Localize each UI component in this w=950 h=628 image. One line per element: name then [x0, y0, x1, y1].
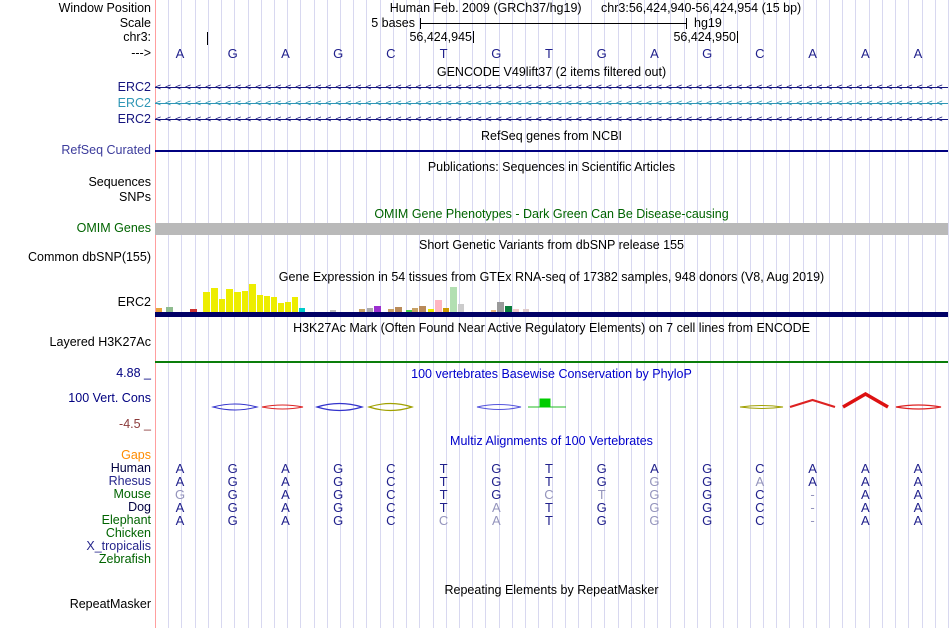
aligned-base-letter: A: [650, 461, 659, 476]
base-letter: A: [281, 46, 290, 61]
base-letter: A: [860, 46, 870, 61]
track-label-sequences[interactable]: Sequences: [88, 175, 151, 189]
aligned-base-letter: G: [227, 487, 238, 502]
aligned-base-letter: G: [596, 474, 607, 489]
gtex-tissue-bar: [219, 299, 225, 312]
gtex-tissue-bar: [278, 303, 284, 312]
h3k27ac-signal-line[interactable]: [155, 361, 948, 363]
gtex-tissue-bar: [497, 302, 504, 312]
track-label-repeatmasker[interactable]: RepeatMasker: [69, 597, 151, 611]
conservation-shape: [262, 405, 303, 409]
aligned-base-letter: C: [386, 513, 396, 528]
aligned-base-letter: G: [702, 513, 713, 528]
assembly-position-header: [155, 2, 948, 15]
track-title-multiz: Multiz Alignments of 100 Vertebrates: [450, 434, 653, 448]
aligned-base-letter: G: [227, 500, 238, 515]
conservation-shape: [740, 406, 783, 409]
track-label-layered-h3k27ac[interactable]: Layered H3K27Ac: [49, 335, 151, 349]
aligned-base-letter: G: [227, 474, 238, 489]
base-letter: G: [596, 46, 607, 61]
aligned-base-letter: G: [702, 474, 713, 489]
conservation-max-value: 4.88 _: [116, 366, 151, 380]
row-label-scale: Scale: [119, 16, 151, 30]
gtex-tissue-bar: [435, 300, 442, 312]
gtex-tissue-bar: [257, 295, 263, 312]
aligned-base-letter: A: [755, 474, 765, 489]
aligned-base-letter: T: [439, 461, 448, 476]
gtex-tissue-bar: [450, 287, 457, 312]
base-letter: G: [702, 46, 713, 61]
track-title-dbsnp: Short Genetic Variants from dbSNP release 155: [419, 238, 684, 252]
aligned-base-letter: C: [438, 513, 449, 528]
base-letter: G: [227, 46, 238, 61]
aligned-base-letter: A: [913, 513, 923, 528]
aligned-base-letter: C: [386, 500, 396, 515]
tick-mark: [473, 31, 474, 43]
base-letter: G: [491, 46, 502, 61]
aligned-base-letter: G: [649, 487, 660, 502]
conservation-wiggle-plot[interactable]: [155, 380, 948, 435]
gridline: [948, 0, 949, 628]
coordinate-tick-1: [354, 31, 474, 44]
conservation-shape: [790, 400, 835, 407]
transcript-erc2-1[interactable]: <<<<<<<<<<<<<<<<<<<<<<<<<<<<<<<<<<<<<<<<<<<<<<<<<<<<<<<<<<<<<<<<<<<<<<<<<<<<<<<: [155, 82, 947, 93]
track-title-conservation: 100 vertebrates Basewise Conservation by PhyloP: [411, 367, 692, 381]
row-label-chrom: chr3:: [123, 30, 151, 44]
aligned-base-letter: G: [333, 513, 344, 528]
aligned-base-letter: G: [702, 487, 713, 502]
aligned-base-letter: A: [913, 500, 923, 515]
refseq-curated-gene-line[interactable]: [155, 150, 948, 152]
species-label-zebrafish[interactable]: Zebrafish: [98, 552, 151, 566]
base-letter: A: [808, 46, 817, 61]
scale-ruler: [420, 18, 687, 29]
aligned-base-letter: G: [596, 500, 607, 515]
base-letter: A: [650, 46, 659, 61]
track-label-100-vert-cons[interactable]: 100 Vert. Cons: [68, 391, 151, 405]
aligned-base-letter: G: [333, 500, 344, 515]
aligned-base-letter: C: [755, 513, 765, 528]
coordinate-value: 56,424,950: [673, 30, 736, 44]
tick-mark: [737, 31, 738, 43]
conservation-shape: [540, 399, 550, 407]
gtex-tissue-bar: [271, 297, 277, 312]
aligned-base-letter: G: [333, 474, 344, 489]
aligned-base-letter: G: [596, 461, 607, 476]
track-label-snps[interactable]: SNPs: [119, 190, 151, 204]
base-letter: T: [545, 46, 553, 61]
track-title-gtex: Gene Expression in 54 tissues from GTEx RNA-seq of 17382 samples, 948 donors (V8, Aug 2019): [278, 270, 825, 284]
transcript-erc2-3[interactable]: <<<<<<<<<<<<<<<<<<<<<<<<<<<<<<<<<<<<<<<<<<<<<<<<<<<<<<<<<<<<<<<<<<<<<<<<<<<<<<<: [155, 114, 947, 125]
gtex-tissue-bar: [211, 288, 218, 312]
minor-coordinate-tick: [207, 32, 208, 45]
aligned-base-letter: -: [810, 513, 815, 528]
track-label-gtex-erc2[interactable]: ERC2: [117, 295, 151, 309]
base-letter: C: [386, 46, 396, 61]
conservation-shape: [896, 405, 941, 409]
aligned-base-letter: C: [755, 461, 765, 476]
aligned-base-letter: T: [597, 487, 606, 502]
conservation-shape: [213, 404, 257, 410]
gtex-tissue-bar: [249, 284, 256, 312]
aligned-base-letter: G: [491, 461, 502, 476]
aligned-base-letter: A: [175, 513, 185, 528]
species-label-elephant[interactable]: Elephant: [101, 513, 151, 527]
aligned-base-letter: G: [702, 500, 713, 515]
gtex-tissue-bar: [226, 289, 233, 312]
row-label-strand: --->: [131, 46, 151, 60]
species-label-gaps[interactable]: Gaps: [121, 448, 151, 462]
aligned-base-letter: C: [755, 500, 765, 515]
aligned-base-letter: A: [860, 500, 870, 515]
species-label-dog[interactable]: Dog: [128, 500, 151, 514]
aligned-base-letter: G: [174, 487, 186, 502]
assembly-name: Human Feb. 2009 (GRCh37/hg19): [389, 1, 582, 15]
gtex-tissue-bar: [203, 292, 210, 312]
aligned-base-letter: G: [596, 513, 607, 528]
aligned-base-letter: G: [649, 500, 660, 515]
species-label-mouse[interactable]: Mouse: [113, 487, 151, 501]
aligned-base-letter: G: [333, 461, 344, 476]
conservation-min-value: -4.5 _: [119, 417, 151, 431]
aligned-base-letter: A: [808, 461, 817, 476]
aligned-base-letter: C: [386, 474, 396, 489]
aligned-base-letter: A: [175, 474, 185, 489]
aligned-base-letter: A: [175, 500, 185, 515]
position-range: chr3:56,424,940-56,424,954 (15 bp): [601, 1, 802, 15]
gtex-tissue-bar: [242, 291, 248, 312]
aligned-base-letter: C: [386, 461, 396, 476]
aligned-base-letter: G: [649, 513, 660, 528]
aligned-base-letter: A: [281, 500, 290, 515]
track-label-common-dbsnp[interactable]: Common dbSNP(155): [28, 250, 151, 264]
coordinate-value: 56,424,945: [409, 30, 472, 44]
aligned-base-letter: G: [227, 513, 238, 528]
aligned-base-letter: G: [649, 474, 660, 489]
aligned-base-letter: A: [913, 461, 923, 476]
aligned-base-letter: A: [281, 461, 290, 476]
transcript-erc2-2[interactable]: <<<<<<<<<<<<<<<<<<<<<<<<<<<<<<<<<<<<<<<<<<<<<<<<<<<<<<<<<<<<<<<<<<<<<<<<<<<<<<<: [155, 98, 947, 109]
aligned-base-letter: -: [810, 487, 815, 502]
aligned-base-letter: C: [386, 487, 396, 502]
gtex-tissue-bar: [285, 302, 291, 312]
track-title-publications: Publications: Sequences in Scientific Articles: [427, 160, 676, 174]
base-letter: A: [913, 46, 923, 61]
aligned-base-letter: T: [545, 461, 553, 476]
aligned-base-letter: A: [860, 487, 870, 502]
aligned-base-letter: A: [281, 474, 290, 489]
aligned-base-letter: A: [175, 461, 185, 476]
scale-ruler-line: [421, 23, 686, 24]
track-title-repeatmasker: Repeating Elements by RepeatMasker: [444, 583, 659, 597]
species-label-rhesus[interactable]: Rhesus: [108, 474, 151, 488]
aligned-base-letter: A: [491, 500, 501, 515]
aligned-base-letter: A: [860, 461, 870, 476]
aligned-base-letter: C: [544, 487, 554, 502]
aligned-base-letter: T: [439, 474, 448, 489]
gtex-tissue-bar: [458, 304, 464, 312]
aligned-base-letter: G: [333, 487, 344, 502]
species-label-human[interactable]: Human: [110, 461, 151, 475]
track-title-omim: OMIM Gene Phenotypes - Dark Green Can Be Disease-causing: [374, 207, 729, 221]
species-label-x_tropicalis[interactable]: X_tropicalis: [86, 539, 151, 553]
aligned-base-letter: A: [808, 474, 817, 489]
aligned-base-letter: A: [913, 474, 923, 489]
aligned-base-letter: G: [491, 487, 502, 502]
aligned-base-letter: T: [439, 487, 448, 502]
aligned-base-letter: C: [755, 487, 765, 502]
track-label-gencode-erc2-3[interactable]: ERC2: [117, 112, 151, 126]
aligned-base-letter: A: [913, 487, 923, 502]
coordinate-tick-2: [618, 31, 738, 44]
aligned-base-letter: G: [227, 461, 238, 476]
conservation-shape: [317, 404, 362, 411]
aligned-base-letter: -: [810, 500, 815, 515]
track-title-h3k27ac: H3K27Ac Mark (Often Found Near Active Regulatory Elements) on 7 cell lines from ENCODE: [293, 321, 810, 335]
aligned-base-letter: T: [545, 500, 553, 515]
gtex-tissue-bar: [292, 297, 298, 312]
track-label-refseq-curated[interactable]: RefSeq Curated: [61, 143, 151, 157]
aligned-base-letter: T: [545, 474, 553, 489]
aligned-base-letter: A: [860, 513, 870, 528]
conservation-shape: [843, 394, 888, 407]
aligned-base-letter: A: [281, 513, 290, 528]
aligned-base-letter: A: [281, 487, 290, 502]
gtex-tissue-bar: [264, 296, 270, 312]
track-title-refseq: RefSeq genes from NCBI: [480, 129, 623, 143]
aligned-base-letter: T: [545, 513, 553, 528]
track-title-gencode: GENCODE V49lift37 (2 items filtered out): [436, 65, 667, 79]
gtex-gene-model-bar[interactable]: [155, 312, 948, 317]
aligned-base-letter: A: [860, 474, 870, 489]
row-label-window-position: Window Position: [58, 1, 151, 15]
aligned-base-letter: G: [702, 461, 713, 476]
scale-value: 5 bases: [371, 16, 415, 30]
species-label-chicken[interactable]: Chicken: [105, 526, 151, 540]
conservation-shape: [369, 404, 412, 411]
base-letter: T: [439, 46, 448, 61]
base-letter: C: [755, 46, 765, 61]
genome-build-label: hg19: [694, 16, 722, 30]
track-label-omim-genes[interactable]: OMIM Genes: [76, 221, 151, 235]
gtex-tissue-bar: [234, 292, 241, 312]
track-label-gencode-erc2-2[interactable]: ERC2: [117, 96, 151, 110]
base-letter: G: [333, 46, 344, 61]
aligned-base-letter: A: [491, 513, 501, 528]
conservation-shape: [477, 405, 521, 410]
omim-gene-bar[interactable]: [155, 223, 948, 235]
base-letter: A: [175, 46, 185, 61]
aligned-base-letter: T: [439, 500, 448, 515]
aligned-base-letter: G: [491, 474, 502, 489]
track-label-gencode-erc2-1[interactable]: ERC2: [117, 80, 151, 94]
